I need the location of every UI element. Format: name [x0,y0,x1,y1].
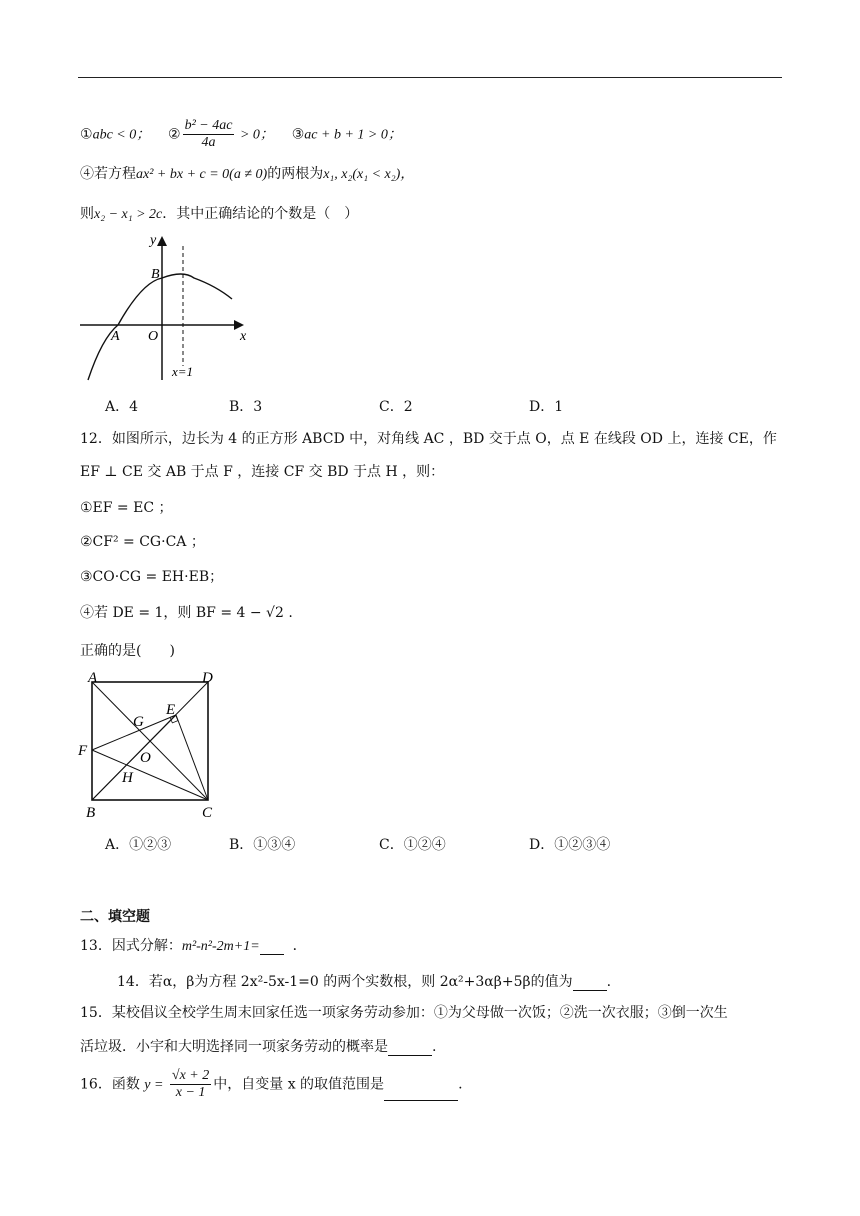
circled-3: ③ [291,126,305,143]
q11-option-c[interactable] [379,396,413,416]
label-A: A [111,329,120,344]
q15-text: 活垃圾．小宇和大明选择同一项家务劳动的概率是 [80,1039,388,1055]
section-title: 二、填空题 [80,909,150,925]
q11-question-line [80,203,358,223]
q13-prefix: 13．因式分解： [80,938,182,954]
q12-statement-1: ①EF = EC ； [80,500,173,516]
header-rule [78,77,782,78]
label-G: G [133,714,144,730]
q11-statement-line-4 [80,163,414,183]
option-key: B． [229,837,254,853]
option-value: 3 [253,399,263,415]
q14 [117,971,611,991]
question-text: ．其中正确结论的个数是（ ） [162,206,359,222]
q12-statement-4: ④若 DE = 1，则 BF = 4 − √2 . [80,605,293,621]
q16-prefix: 16．函数 [80,1076,140,1093]
parabola-graph [76,226,256,386]
q13-answer-blank[interactable] [260,940,284,955]
q16-y: y = [144,1077,164,1093]
option-value: 2 [403,399,413,415]
q12-statement-3: ③CO·CG = EH·EB； [80,569,224,585]
q12-statement-2: ②CF² = CG·CA ； [80,534,205,550]
q11-option-b[interactable] [229,396,262,416]
option-value: 1 [554,399,564,415]
equation: ax² + bx + c = 0(a ≠ 0) [136,167,268,182]
label-O: O [148,329,159,344]
q15-suffix: . [432,1039,437,1055]
option-value: ①②③ [129,837,172,853]
q13-expression: m²-n²-2m+1= [181,939,260,954]
q16-denominator: x − 1 [175,1085,206,1100]
parabola-curve [88,274,232,380]
q14-answer-blank[interactable] [573,976,607,991]
statement-2: > 0； [236,127,274,143]
option-key: C． [379,837,404,853]
option-key: A． [105,399,130,415]
q16 [80,1068,463,1101]
label-O: O [140,750,151,766]
option-key: A． [105,837,130,853]
label-D: D [202,670,213,686]
label-H: H [122,770,133,786]
q14-suffix: . [606,974,612,990]
label-B: B [151,267,160,282]
q13 [80,935,307,955]
q15-answer-blank[interactable] [388,1041,432,1056]
circled-1: ① [80,126,93,143]
q12-option-a[interactable] [105,834,171,854]
q16-fraction [170,1068,211,1101]
option-key: D． [529,837,555,853]
q12-option-c[interactable] [379,834,446,854]
q12-line-1: 12．如图所示，边长为 4 的正方形 ABCD 中，对角线 AC ，BD 交于点 O，点 E 在线段 OD 上，连接 CE，作 [80,431,777,447]
label-x: x [240,329,247,344]
q12-prompt: 正确的是( ) [80,643,175,659]
option-key: B． [229,399,254,415]
circled-2: ② [168,126,181,143]
statement-3: ac + b + 1 > 0； [304,127,402,143]
q15-line-2 [80,1036,436,1056]
then-word: 则 [80,206,94,222]
q16-text: 中，自变量 x 的取值范围是 [213,1076,385,1093]
fraction [183,118,235,151]
option-key: C． [379,399,404,415]
inequality: x₂ − x₁ > 2c [94,207,163,222]
label-symmetry: x=1 [172,364,194,379]
q15-line-1: 15．某校倡议全校学生周末回家任选一项家务劳动参加：①为父母做一次饭；②洗一次衣服；③倒一次生 [80,1005,728,1021]
label-E: E [166,702,176,718]
label-C: C [202,805,213,821]
option-value: 4 [129,399,139,415]
q16-answer-blank[interactable] [384,1086,458,1101]
q14-text: 14．若α，β为方程 2x²-5x-1=0 的两个实数根，则 2α²+3αβ+5β的值为 [117,974,573,990]
label-y: y [150,233,157,248]
option-value: ①②③④ [554,837,611,853]
q16-suffix: . [458,1076,463,1093]
label-A: A [88,670,98,686]
label-F: F [78,743,88,759]
q12-option-b[interactable] [229,834,295,854]
q16-numerator: √x + 2 [171,1068,210,1083]
q12-line-2: EF ⊥ CE 交 AB 于点 F ，连接 CF 交 BD 于点 H ，则： [80,464,445,480]
fraction-numerator: b² − 4ac [184,118,233,133]
statement-4-mid: 的两根为 [267,166,324,182]
q11-option-a[interactable] [105,396,138,416]
segment-EC [176,715,208,800]
q11-statement-line-1 [80,118,402,151]
q11-option-d[interactable] [529,396,563,416]
option-value: ①②④ [403,837,446,853]
y-axis-arrow [157,236,167,246]
roots: x₁, x₂(x₁ < x₂)， [323,167,415,182]
square-figure [76,670,236,826]
statement-4-prefix: ④若方程 [80,166,136,182]
option-key: D． [529,399,555,415]
option-value: ①③④ [253,837,296,853]
label-B: B [86,805,96,821]
q13-suffix: ． [292,938,307,954]
statement-1: abc < 0； [92,127,151,143]
fraction-denominator: 4a [201,135,216,150]
q12-option-d[interactable] [529,834,610,854]
